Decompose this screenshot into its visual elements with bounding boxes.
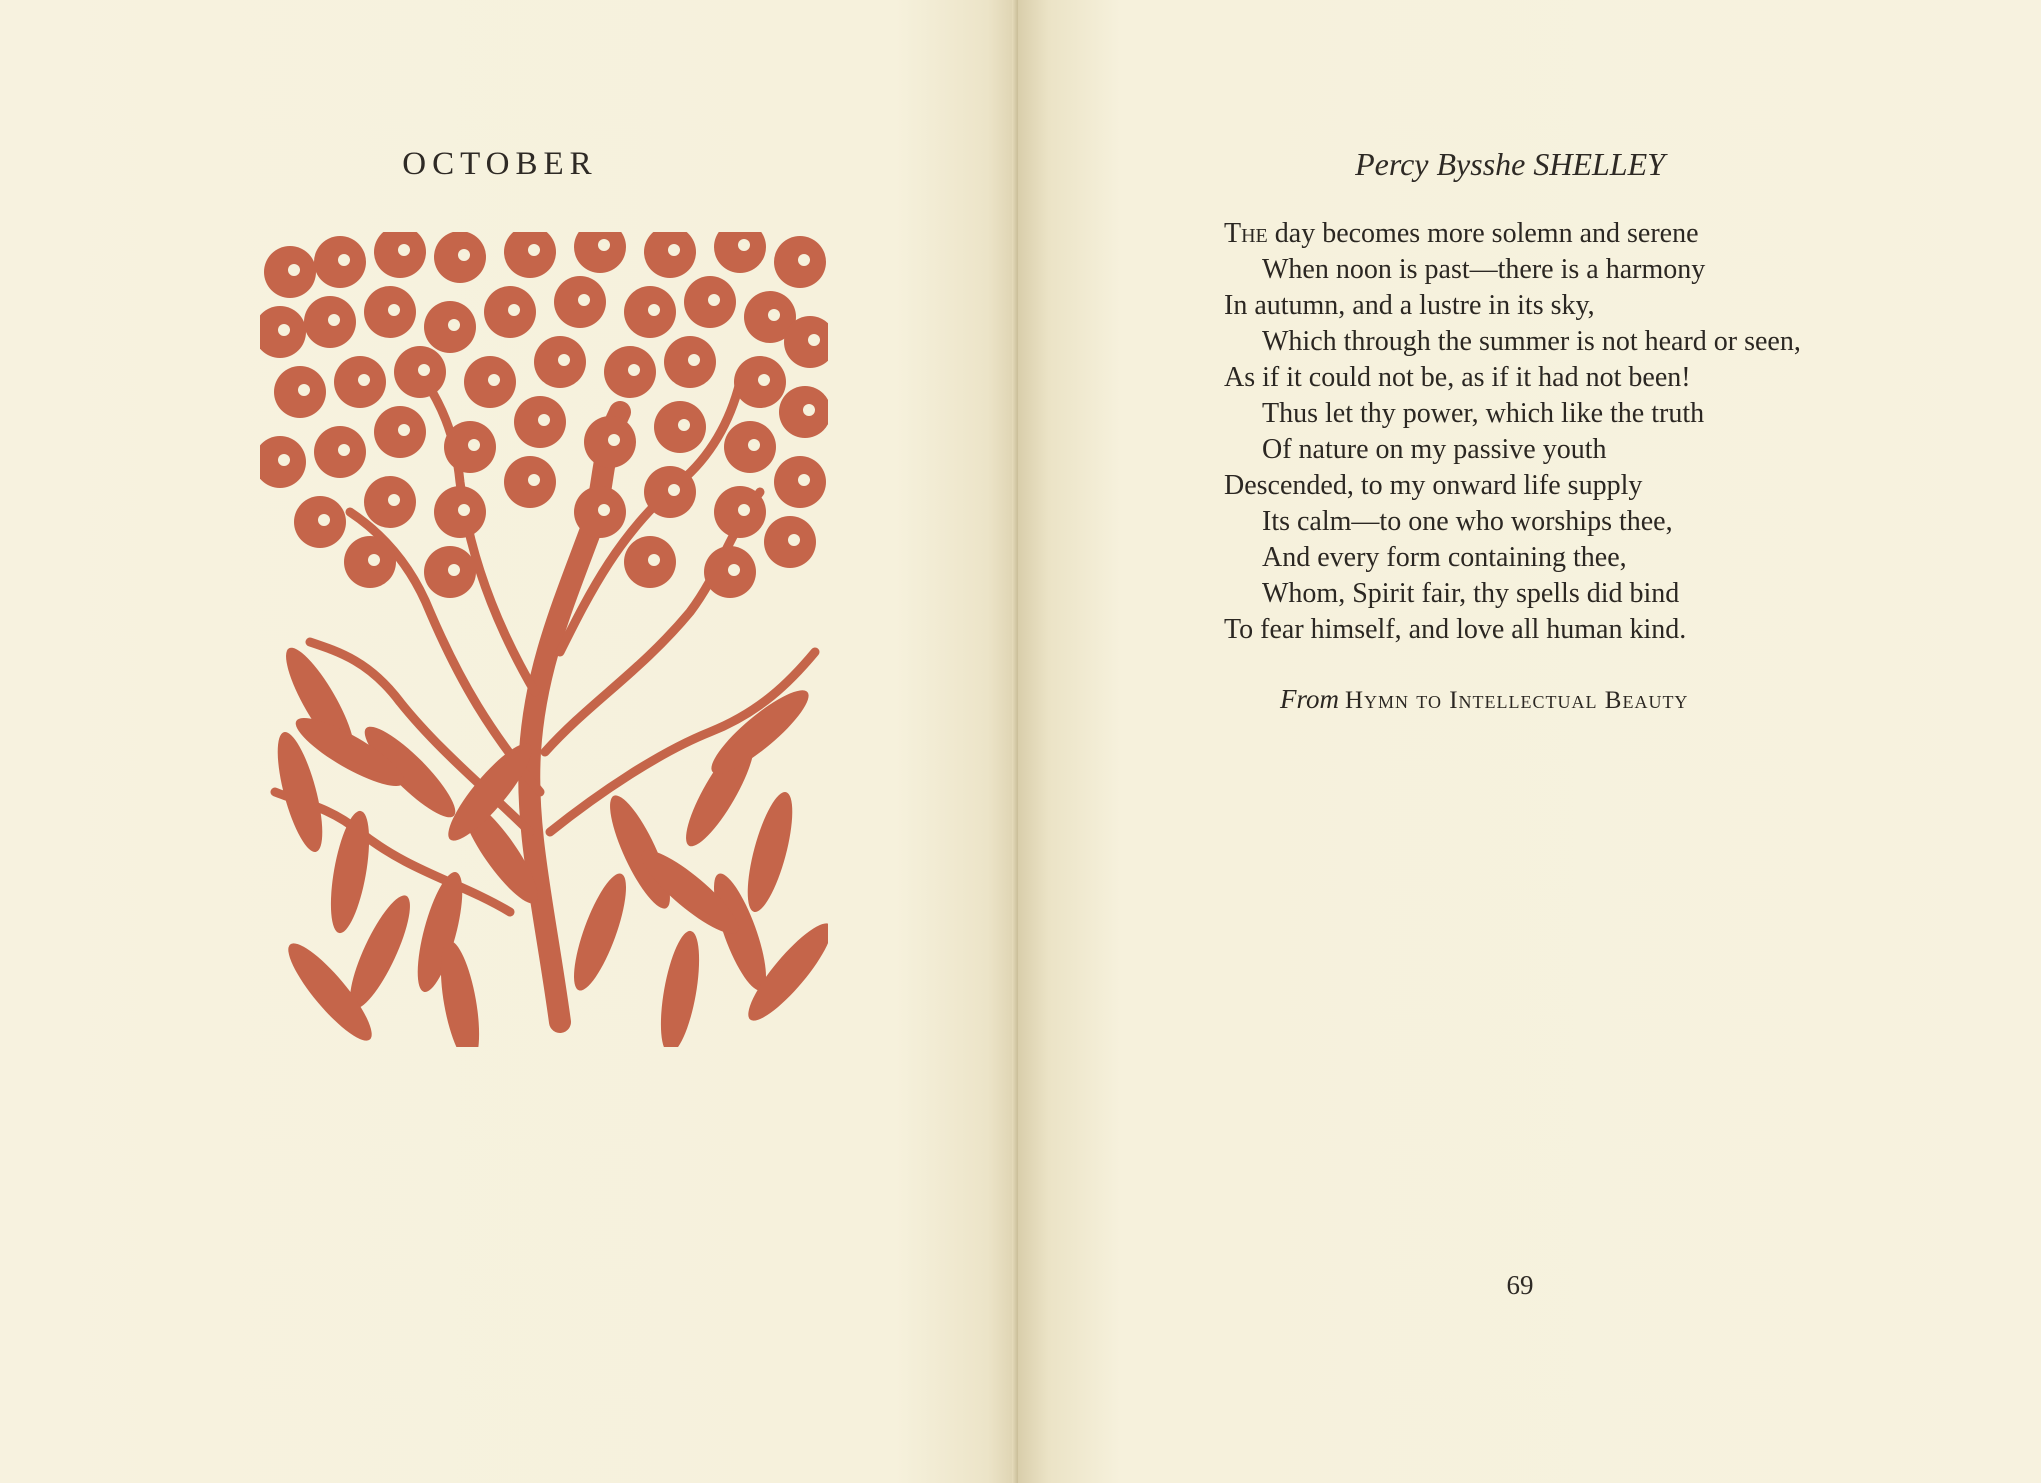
rowan-branch-woodcut [260,232,828,1047]
woodcut-berry-eye [708,294,720,306]
left-page [0,0,1018,1483]
woodcut-berry-eye [808,334,820,346]
woodcut-berry-eye [668,484,680,496]
woodcut-berry-eye [678,419,690,431]
page-number: 69 [1506,1270,1534,1300]
poem-line-11: Whom, Spirit fair, thy spells did bind [1262,578,1680,609]
woodcut-berry-eye [598,239,610,251]
woodcut-berry-eye [768,309,780,321]
woodcut-berry-eye [758,374,770,386]
woodcut-berry-eye [648,304,660,316]
poem-first-word: The [1224,218,1268,249]
woodcut-berry-eye [368,554,380,566]
woodcut-berry-eye [688,354,700,366]
woodcut-berry-eye [398,424,410,436]
poem-line-1 [1224,216,1984,252]
poem-line-3: In autumn, and a lustre in its sky, [1224,290,1595,321]
woodcut-berry-eye [278,454,290,466]
woodcut-berry-eye [508,304,520,316]
woodcut-berry-eye [338,444,350,456]
woodcut-berry-eye [528,244,540,256]
woodcut-berry-eye [788,534,800,546]
poem-line-12: To fear himself, and love all human kind. [1224,614,1687,645]
woodcut-berry-eye [668,244,680,256]
woodcut-berry-eye [748,439,760,451]
woodcut-berry [374,232,426,278]
poem-line-7: Of nature on my passive youth [1262,434,1607,465]
poem-lines [1224,252,1984,648]
woodcut-berry-eye [648,554,660,566]
woodcut-berry [574,232,626,273]
woodcut-berry [504,232,556,278]
woodcut-leaf [564,868,636,995]
poem-author: Percy Bysshe SHELLEY [1355,146,1665,182]
woodcut-berry-eye [388,494,400,506]
woodcut-berry-eye [328,314,340,326]
poem-line-2: When noon is past—there is a harmony [1262,254,1706,285]
woodcut-berry-eye [318,514,330,526]
source-title: Hymn to Intellectual Beauty [1345,687,1689,714]
woodcut-berry-eye [608,434,620,446]
poem-line-6: Thus let thy power, which like the truth [1262,398,1705,429]
source-prefix: From [1280,684,1339,714]
woodcut-berry-eye [338,254,350,266]
poem-line-5: As if it could not be, as if it had not been! [1224,362,1691,393]
woodcut-berry-eye [418,364,430,376]
woodcut-berry-eye [448,319,460,331]
woodcut-berry [644,232,696,278]
woodcut-berry-eye [528,474,540,486]
poem-line-9: Its calm—to one who worships thee, [1262,506,1673,537]
woodcut-berry-eye [728,564,740,576]
woodcut-leaf [653,928,706,1047]
woodcut-berry-eye [458,249,470,261]
woodcut-berry-eye [388,304,400,316]
poem-first-line-rest: day becomes more solemn and serene [1267,218,1699,249]
woodcut-berry-eye [448,564,460,576]
poem-line-10: And every form containing thee, [1262,542,1627,573]
woodcut-berry-eye [628,364,640,376]
woodcut-berry-eye [803,404,815,416]
woodcut-berry-eye [278,324,290,336]
poem-source [1280,684,1960,715]
woodcut-berry-eye [298,384,310,396]
woodcut-berry-eye [458,504,470,516]
poem [1224,216,1984,648]
woodcut-berry-eye [468,439,480,451]
woodcut-berry-eye [598,504,610,516]
woodcut-berry-eye [558,354,570,366]
woodcut-berry-eye [798,254,810,266]
woodcut-berry-eye [488,374,500,386]
woodcut-berry-eye [538,414,550,426]
poem-line-8: Descended, to my onward life supply [1224,470,1643,501]
woodcut-leaf [738,788,801,916]
woodcut-berry-eye [798,474,810,486]
woodcut-berry-eye [288,264,300,276]
woodcut-berry-eye [738,504,750,516]
woodcut-berry [714,232,766,273]
poem-line-4: Which through the summer is not heard or seen, [1262,326,1801,357]
woodcut-leaf [323,808,376,936]
woodcut-berry-eye [358,374,370,386]
month-title: OCTOBER [402,146,598,182]
woodcut-berry-eye [398,244,410,256]
woodcut-berry-eye [578,294,590,306]
woodcut-berry-eye [738,239,750,251]
